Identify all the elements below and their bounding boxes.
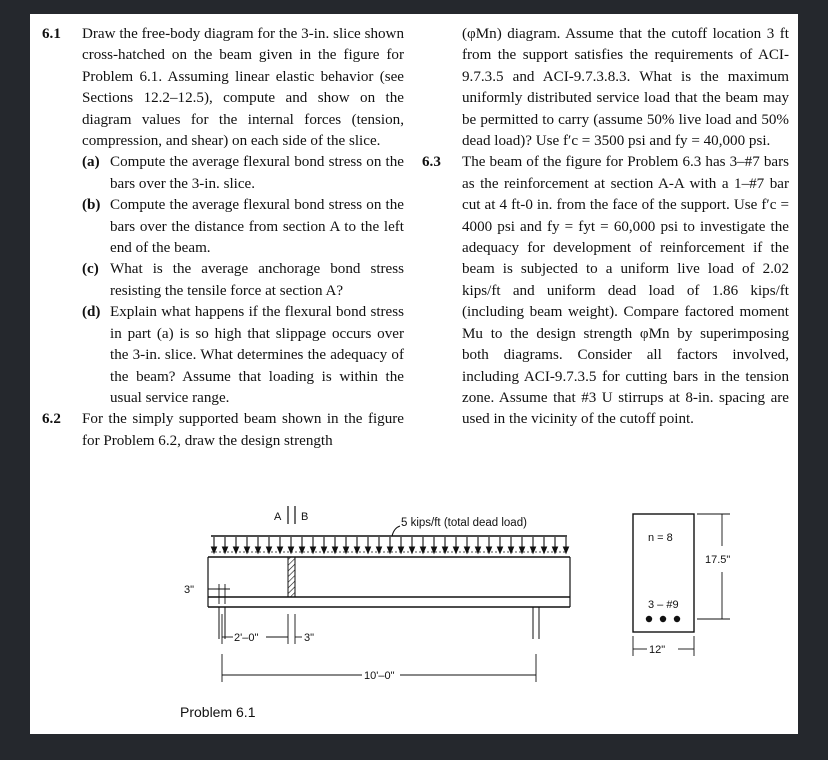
load-arrowhead [454,547,459,553]
section-markers [274,506,308,524]
load-arrowhead [410,547,415,553]
figure-caption: Problem 6.1 [180,704,256,720]
part-label: (d) [82,304,101,321]
load-arrowhead [278,547,283,553]
distributed-load [211,536,569,553]
load-label: 5 kips/ft (total dead load) [401,517,527,529]
dim-slice-label: 3" [304,632,315,644]
rebar [674,616,680,622]
problem-6-1-figure [30,14,798,734]
modular-ratio: n = 8 [648,532,673,544]
depth-label: 17.5" [705,554,731,566]
bar-label: 3 – #9 [648,599,679,611]
load-arrowhead [542,547,547,553]
rebar [646,616,652,622]
part-label: (c) [82,261,99,278]
problem-6-2-continuation: (φMn) diagram. Assume that the cutoff location 3 ft from the support satisfies the requirements of ACI-9.7.3.5 and ACI-9.7.3.8.3. What is the maximum uniformly distributed service load that the beam may be permitted to carry (assume 50% live load and 50% dead load)? Use f′c = 3500 psi and fy = 40,000 psi. [462,26,789,150]
dim-span-label: 10'–0" [364,670,395,682]
dim-3in-label: 3" [184,584,195,596]
cross-section [633,514,730,656]
section-a-label: A [274,511,282,523]
rebar [660,616,666,622]
beam [208,557,570,607]
load-leader [392,526,400,536]
load-arrowhead [322,547,327,553]
problem-text: Draw the free-body diagram for the 3-in. slice shown cross-hatched on the beam given in the figure for Problem 6.1. Assuming linear elastic behavior (see Sections 12.2–12.5), compute and show on the diagram values for the internal forces (tension, compression, and shear) on each side of the slice. [82,26,404,150]
part-text: Compute the average flexural bond stress on the bars over the 3-in. slice. [110,154,404,192]
part-text: Explain what happens if the flexural bond stress in part (a) is so high that slippage occurs over the 3-in. slice. What determines the adequacy of the beam? Assume that loading is within the usual service range. [110,304,404,406]
problem-number: 6.1 [42,26,61,42]
supports [219,607,539,639]
part-text: What is the average anchorage bond stress resisting the tensile force at section A? [110,261,404,299]
dim-3in [184,584,230,604]
dim-span [222,654,536,682]
part-label: (b) [82,197,101,214]
dim-2ft-label: 2'–0" [234,632,259,644]
problem-text: For the simply supported beam shown in the figure for Problem 6.2, draw the design strength [82,411,404,449]
problem-number: 6.3 [422,154,441,171]
hatched-slice [288,557,295,597]
section-b-label: B [301,511,309,523]
load-arrowhead [366,547,371,553]
problem-number: 6.2 [42,411,61,428]
problem-text: The beam of the figure for Problem 6.3 has 3–#7 bars as the reinforcement at section A-A with a 1–#7 bar cut at 4 ft-0 in. from the face of the support. Use f′c = 4000 psi and fy = fyt = 60,000 psi to investigate the adequacy for development of reinforcement if the beam is subjected to a uniform live load of 2.02 kips/ft and uniform dead load of 1.86 kips/ft (including beam weight). Compare factored moment Mu to the design strength φMn by superimposing both diagrams. Consider all factors involved, including ACI-9.7.3.5 for cutting bars in the tension zone. Assume that #3 U stirrups at 8-in. spacing are used in the vicinity of the cutoff point. [462,154,789,428]
dim-2ft [222,614,314,644]
load-arrowhead [498,547,503,553]
width-label: 12" [649,644,666,656]
part-label: (a) [82,154,100,171]
textbook-page [30,14,798,734]
load-arrowhead [234,547,239,553]
part-text: Compute the average flexural bond stress on the bars over the distance from section A to the left end of the beam. [110,197,404,257]
